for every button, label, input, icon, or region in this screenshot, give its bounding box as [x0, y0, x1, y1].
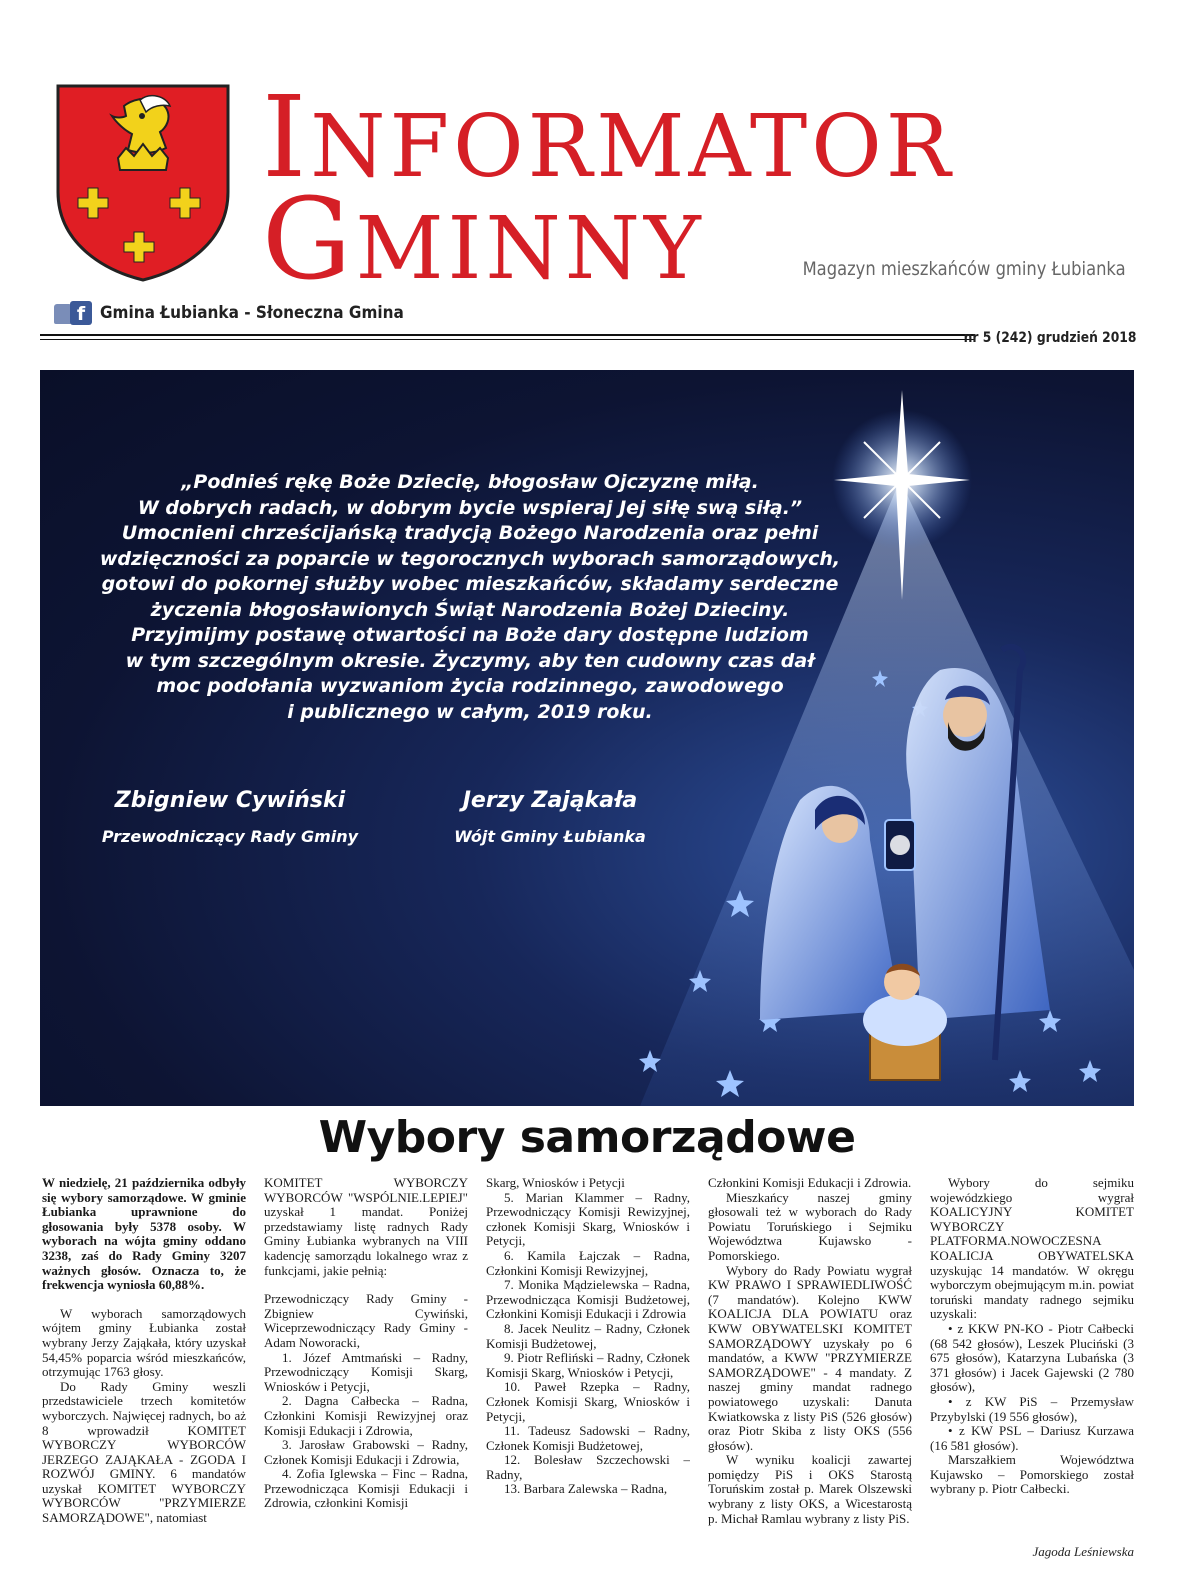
list-item: 13. Barbara Zalewska – Radna,	[504, 1481, 668, 1497]
facebook-link[interactable]	[54, 300, 438, 326]
list-item: 3. Jarosław Grabowski – Radny, Członek Komisji Edukacji i Zdrowia,	[264, 1437, 468, 1467]
greeting-line: „Podnieś rękę Boże Dziecię, błogosław Ojczyznę miłą.	[181, 471, 759, 493]
list-item: 1. Józef Amtmański – Radny, Przewodniczący Komisji Skarg, Wniosków i Petycji,	[264, 1349, 468, 1394]
list-item: 5. Marian Klammer – Radny, Przewodniczący Komisji Rewizyjnej, członek Komisji Skarg, Wniosków i Petycji,	[486, 1189, 690, 1249]
article-paragraph: Wybory do Rady Powiatu wygrał KW PRAWO I SPRAWIEDLIWOŚĆ (7 mandatów). Kolejno KWW KOALICJA DLA POWIATU oraz KWW OBYWATELSKI KOMITET SAMORZĄDOWY uzyskały po 6 mandatów, a KWW "PRZYMIERZE SAMORZĄDOWE" - 4 mandaty. Z naszej gminy mandat radnego powiatowego uzyskali: Danuta Kwiatkowska z listy PiS (526 głosów) oraz Piotr Skiba z listy OKS (556 głosów).	[708, 1262, 912, 1453]
greeting-line: Umocnieni chrześcijańską tradycją Bożego Narodzenia oraz pełni	[121, 522, 819, 544]
list-item: 8. Jacek Neulitz – Radny, Członek Komisji Budżetowej,	[486, 1320, 690, 1351]
signature-name: Jerzy Zająkała	[462, 788, 638, 813]
article-column-5	[930, 1176, 1134, 1546]
facebook-icon: f	[54, 300, 92, 326]
article-author: Jagoda Leśniewska	[1032, 1544, 1134, 1559]
list-item: 7. Monika Mądzielewska – Radna, Przewodnicząca Komisji Budżetowej, Członkini Komisji Edukacji i Zdrowia	[486, 1277, 690, 1322]
header-rule-thin	[40, 339, 974, 340]
greeting-line: moc podołania wyzwaniom życia rodzinnego, zawodowego	[156, 675, 784, 697]
article-paragraph: KOMITET WYBORCZY WYBORCÓW "WSPÓLNIE.LEPIEJ" uzyskał 1 mandat. Poniżej przedstawiamy listę radnych Rady Gminy Łubianka wybranych na VIII kadencję samorządu lokalnego wraz z funkcjami, jakie pełnią:	[264, 1176, 468, 1278]
facebook-label: Gmina Łubianka - Słoneczna Gmina	[100, 303, 404, 323]
article-paragraph: Mieszkańcy naszej gminy głosowali też w wyborach do Rady Powiatu Toruńskiego i Sejmiku Województwa Kujawsko - Pomorskiego.	[708, 1189, 912, 1263]
greeting-line: Przyjmijmy postawę otwartości na Boże dary dostępne ludziom	[131, 624, 809, 646]
article-column-2	[264, 1176, 468, 1546]
article-headline: Wybory samorządowe	[318, 1112, 856, 1163]
signature-role: Wójt Gminy Łubianka	[454, 827, 646, 846]
masthead-title-line2: GMINNY	[262, 175, 705, 305]
masthead-title-line1: INFORMATOR	[262, 73, 955, 203]
article-paragraph: W wyborach samorządowych wójtem gminy Łubianka został wybrany Jerzy Zająkała, który uzyskał 54,45% poparcia wśród mieszkańców, otrzymując 1763 głosy.	[42, 1305, 246, 1380]
greeting-line: W dobrych radach, w dobrym bycie wspieraj Jej siłę swą siłą.”	[137, 496, 803, 519]
issue-number: nr 5 (242) grudzień 2018	[963, 330, 1136, 346]
signature-name: Zbigniew Cywiński	[114, 788, 346, 813]
header-rule	[40, 334, 974, 336]
list-item: 10. Paweł Rzepka – Radny, Członek Komisji Skarg, Wniosków i Petycji,	[486, 1379, 690, 1424]
article-column-3	[486, 1176, 690, 1546]
coat-of-arms-logo	[54, 82, 232, 282]
christmas-banner	[40, 370, 1134, 1106]
list-item: 9. Piotr Refliński – Radny, Członek Komisji Skarg, Wniosków i Petycji,	[486, 1350, 690, 1380]
list-item: • z KKW PN-KO - Piotr Całbecki (68 542 głosów), Leszek Pluciński (3 675 głosów), Katarzyna Lubańska (3 371 głosów) i Jacek Gajewski (2 780 głosów),	[930, 1320, 1134, 1395]
signature-council-chair	[70, 788, 390, 846]
list-item: 2. Dagna Całbecka – Radna, Członkini Komisji Rewizyjnej oraz Komisji Edukacji i Zdrowia,	[264, 1393, 468, 1438]
article-lead: W niedzielę, 21 października odbyły się wybory samorządowe. W gminie Łubianka uprawnione do głosowania były 5378 osoby. W wyborach na wójta gminy oddano 3238, zaś do Rady Gminy 3207 ważnych głosów. Oznacza to, że frekwencja wyniosła 60,88%.	[42, 1176, 246, 1293]
list-item: Skarg, Wniosków i Petycji	[486, 1176, 625, 1190]
article-paragraph: Do Rady Gminy weszli przedstawiciele trzech komitetów wyborczych. Najwięcej radnych, bo aż 8 wprowadził KOMITET WYBORCZY WYBORCÓW JERZEGO ZAJĄKAŁA - ZGODA I ROZWÓJ GMINY. 6 mandatów uzyskał KOMITET WYBORCZY WYBORCÓW "PRZYMIERZE SAMORZĄDOWE", natomiast	[42, 1378, 246, 1526]
article-column-4	[708, 1176, 912, 1546]
greeting-line: życzenia błogosławionych Świąt Narodzenia Bożej Dzieciny.	[150, 598, 790, 621]
signature-mayor	[400, 788, 700, 846]
article-paragraph: Przewodniczący Rady Gminy - Zbigniew Cywiński, Wiceprzewodniczący Rady Gminy - Adam Noworacki,	[264, 1291, 468, 1350]
article-paragraph: W wyniku koalicji zawartej pomiędzy PiS i OKS Starostą Toruńskim został p. Marek Olszewski wybrany z listy OKS, a Wicestarostą p. Michał Ramlau wybrany z listy PiS.	[708, 1452, 912, 1526]
article-paragraph: Marszałkiem Województwa Kujawsko – Pomorskiego został wybrany p. Piotr Całbecki.	[930, 1452, 1134, 1497]
list-item: 12. Bolesław Szczechowski – Radny,	[486, 1452, 690, 1482]
greeting-line: i publicznego w całym, 2019 roku.	[287, 700, 653, 723]
list-item: 11. Tadeusz Sadowski – Radny, Członek Komisji Budżetowej,	[486, 1423, 690, 1453]
signature-role: Przewodniczący Rady Gminy	[101, 827, 359, 846]
article-paragraph: Członkini Komisji Edukacji i Zdrowia.	[708, 1176, 912, 1190]
christmas-greeting	[80, 470, 860, 725]
greeting-line: w tym szczególnym okresie. Życzymy, aby ten cudowny czas dał	[125, 649, 815, 672]
greeting-line: gotowi do pokornej służby wobec mieszkańców, składamy serdeczne	[101, 573, 839, 595]
article-column-1	[42, 1176, 246, 1546]
list-item: 6. Kamila Łajczak – Radna, Członkini Komisji Rewizyjnej,	[486, 1247, 690, 1278]
list-item: • z KW PiS – Przemysław Przybylski (19 556 głosów),	[930, 1393, 1134, 1424]
article-paragraph: Wybory do sejmiku wojewódzkiego wygrał KOALICYJNY KOMITET WYBORCZY PLATFORMA.NOWOCZESNA KOALICJA OBYWATELSKA uzyskując 14 mandatów. W okręgu wyborczym obejmującym m.in. powiat toruński mandaty radnego sejmiku uzyskali:	[930, 1176, 1134, 1322]
greeting-line: wdzięczności za poparcie w tegorocznych wyborach samorządowych,	[99, 547, 841, 570]
masthead-subtitle: Magazyn mieszkańców gminy Łubianka	[802, 258, 1126, 280]
list-item: • z KW PSL – Dariusz Kurzawa (16 581 głosów).	[930, 1423, 1134, 1453]
list-item: 4. Zofia Iglewska – Finc – Radna, Przewodnicząca Komisji Edukacji i Zdrowia, członkini Komisji	[264, 1466, 468, 1511]
